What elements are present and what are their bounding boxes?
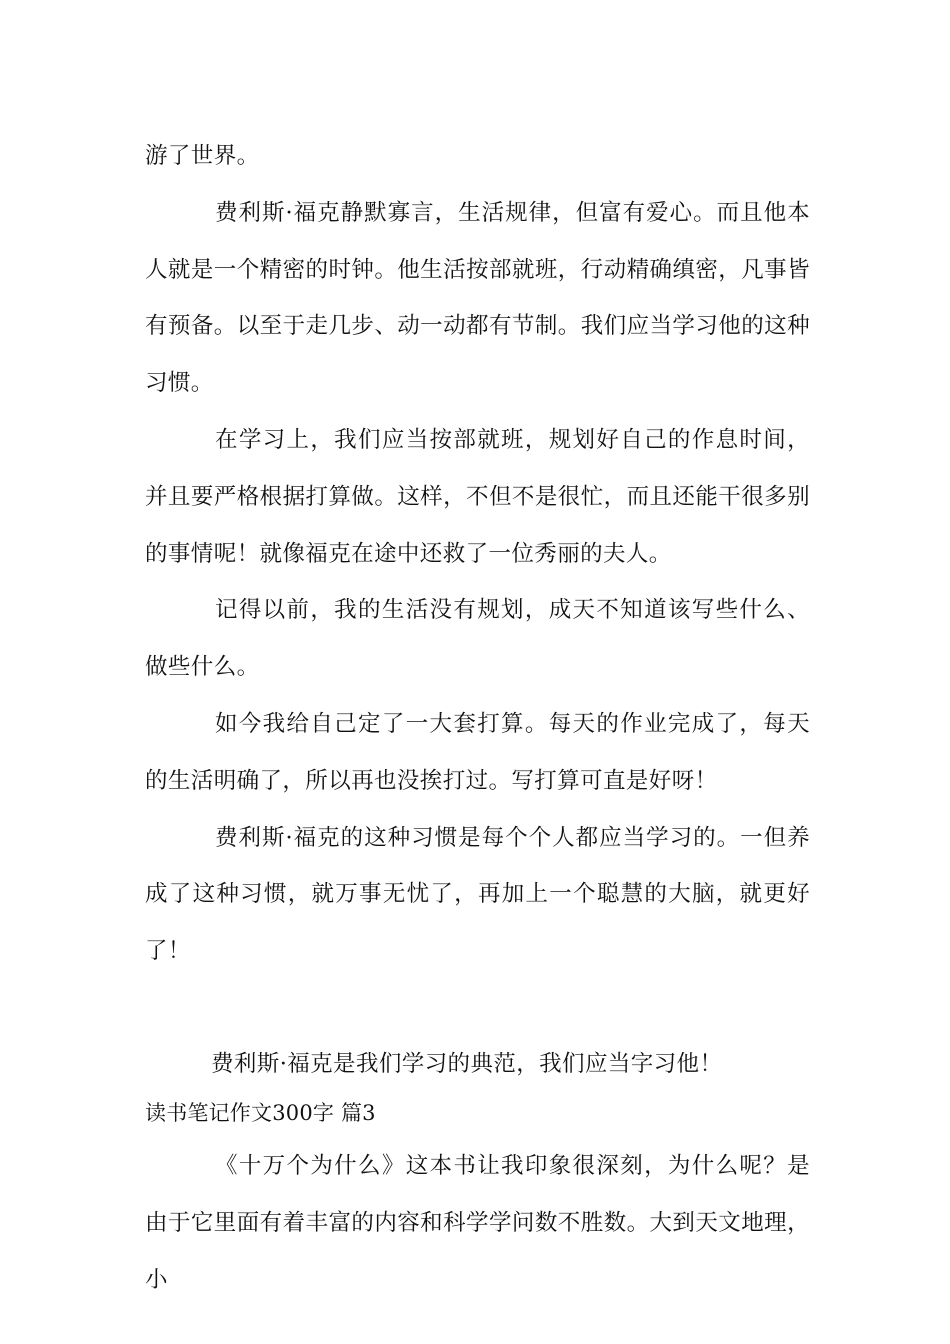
- paragraph-2: 费利斯·福克静默寡言，生活规律，但富有爱心。而且他本人就是一个精密的时钟。他生活按部就班，行动精确缜密，凡事皆有预备。以至于走几步、动一动都有节制。我们应当学习他的这种习惯。: [145, 199, 810, 397]
- section-heading: 读书笔记作文300字 篇3: [145, 1100, 376, 1125]
- closing-line: 费利斯·福克是我们学习的典范，我们应当字习他！: [211, 1050, 723, 1077]
- document-body: [145, 128, 810, 1308]
- paragraph-4: 记得以前，我的生活没有规划，成天不知道该写些什么、做些什么。: [145, 597, 810, 681]
- paragraph-5: 如今我给自己定了一大套打算。每天的作业完成了，每天的生活明确了，所以再也没挨打过。写打算可直是好呀！: [145, 710, 810, 794]
- paragraph-3: 在学习上，我们应当按部就班，规划好自己的作息时间，并且要严格根据打算做。这样，不但不是很忙，而且还能干很多别的事情呢！就像福克在途中还救了一位秀丽的夫人。: [145, 426, 810, 567]
- paragraph-6: 费利斯·福克的这种习惯是每个个人都应当学习的。一但养成了这种习惯，就万事无忧了，再加上一个聪慧的大脑，就更好了！: [145, 824, 810, 965]
- paragraph-1: 游了世界。: [145, 143, 260, 169]
- paragraph-7: 《十万个为什么》这本书让我印象很深刻，为什么呢？是由于它里面有着丰富的内容和科学学问数不胜数。大到天文地理，小: [145, 1152, 810, 1293]
